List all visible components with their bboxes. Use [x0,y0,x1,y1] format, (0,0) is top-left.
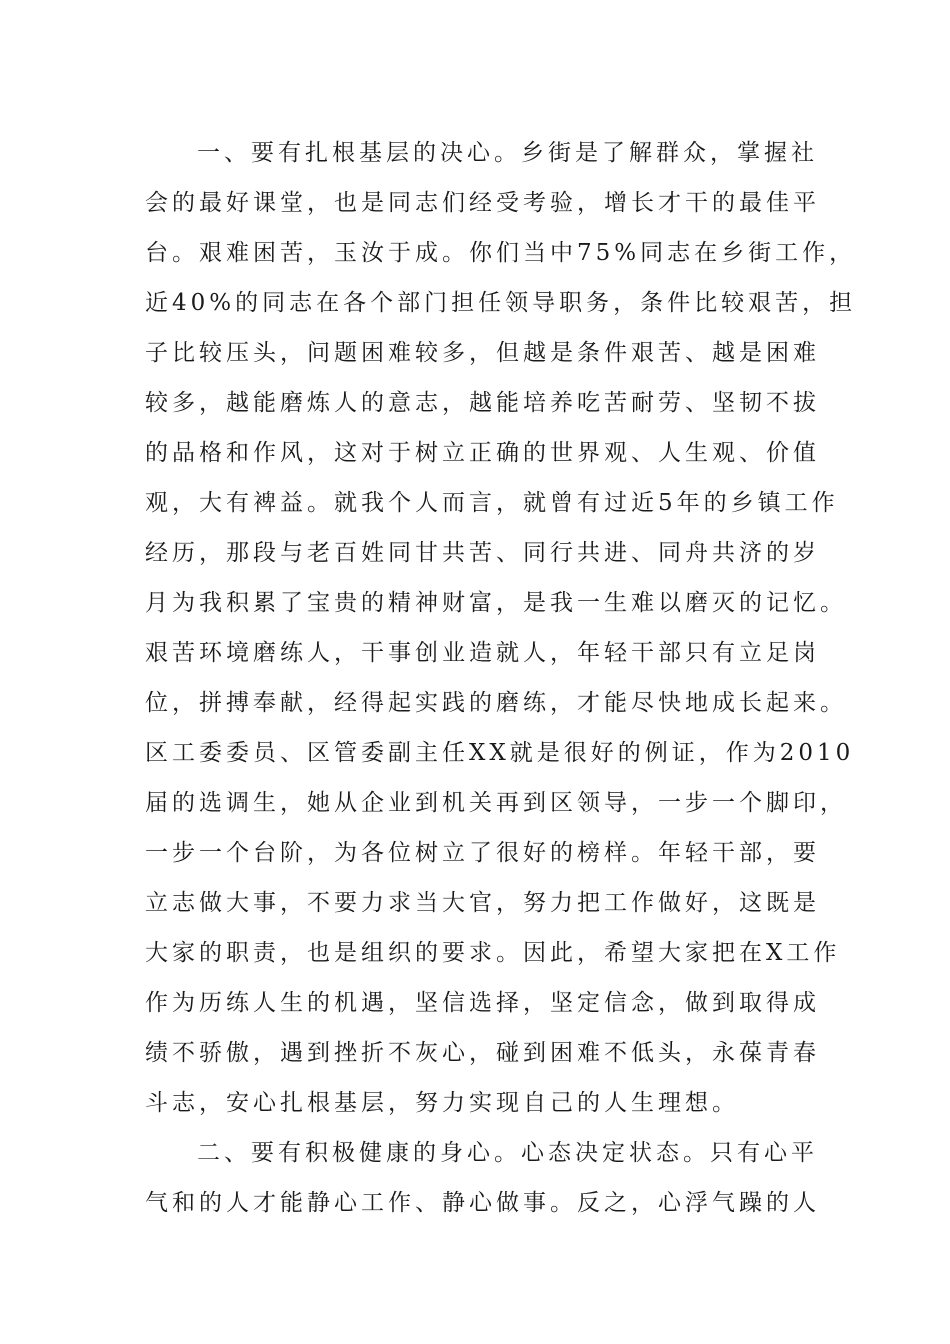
paragraph-line: 的品格和作风，这对于树立正确的世界观、人生观、价值 [145,440,820,466]
paragraph-2 [145,1128,820,1228]
paragraph-line: 届的选调生，她从企业到机关再到区领导，一步一个脚印， [145,790,847,816]
paragraph-line: 较多，越能磨炼人的意志，越能培养吃苦耐劳、坚韧不拔 [145,390,820,416]
paragraph-line: 斗志，安心扎根基层，努力实现自己的人生理想。 [145,1090,739,1116]
paragraph-line: 观，大有裨益。就我个人而言，就曾有过近5年的乡镇工作 [145,490,839,516]
paragraph-line: 会的最好课堂，也是同志们经受考验，增长才干的最佳平 [145,190,820,216]
paragraph-line: 气和的人才能静心工作、静心做事。反之，心浮气躁的人 [145,1190,820,1216]
paragraph-line: 经历，那段与老百姓同甘共苦、同行共进、同舟共济的岁 [145,540,820,566]
paragraph-line: 绩不骄傲，遇到挫折不灰心，碰到困难不低头，永葆青春 [145,1040,820,1066]
paragraph-1 [145,128,857,1128]
paragraph-line: 台。艰难困苦，玉汝于成。你们当中75%同志在乡街工作， [145,240,857,266]
paragraph-line: 艰苦环境磨练人，干事创业造就人，年轻干部只有立足岗 [145,640,820,666]
paragraph-line: 二、要有积极健康的身心。心态决定状态。只有心平 [197,1140,818,1166]
paragraph-line: 近40%的同志在各个部门担任领导职务，条件比较艰苦，担 [145,290,857,316]
paragraph-line: 作为历练人生的机遇，坚信选择，坚定信念，做到取得成 [145,990,820,1016]
paragraph-line: 区工委委员、区管委副主任XX就是很好的例证，作为2010 [145,740,855,766]
paragraph-line: 月为我积累了宝贵的精神财富，是我一生难以磨灭的记忆。 [145,590,847,616]
paragraph-line: 大家的职责，也是组织的要求。因此，希望大家把在X工作 [145,940,841,966]
paragraph-line: 一、要有扎根基层的决心。乡街是了解群众，掌握社 [197,140,818,166]
paragraph-line: 立志做大事，不要力求当大官，努力把工作做好，这既是 [145,890,820,916]
paragraph-line: 位，拼搏奉献，经得起实践的磨练，才能尽快地成长起来。 [145,690,847,716]
paragraph-line: 一步一个台阶，为各位树立了很好的榜样。年轻干部，要 [145,840,820,866]
paragraph-line: 子比较压头，问题困难较多，但越是条件艰苦、越是困难 [145,340,820,366]
body-text [145,128,857,1228]
